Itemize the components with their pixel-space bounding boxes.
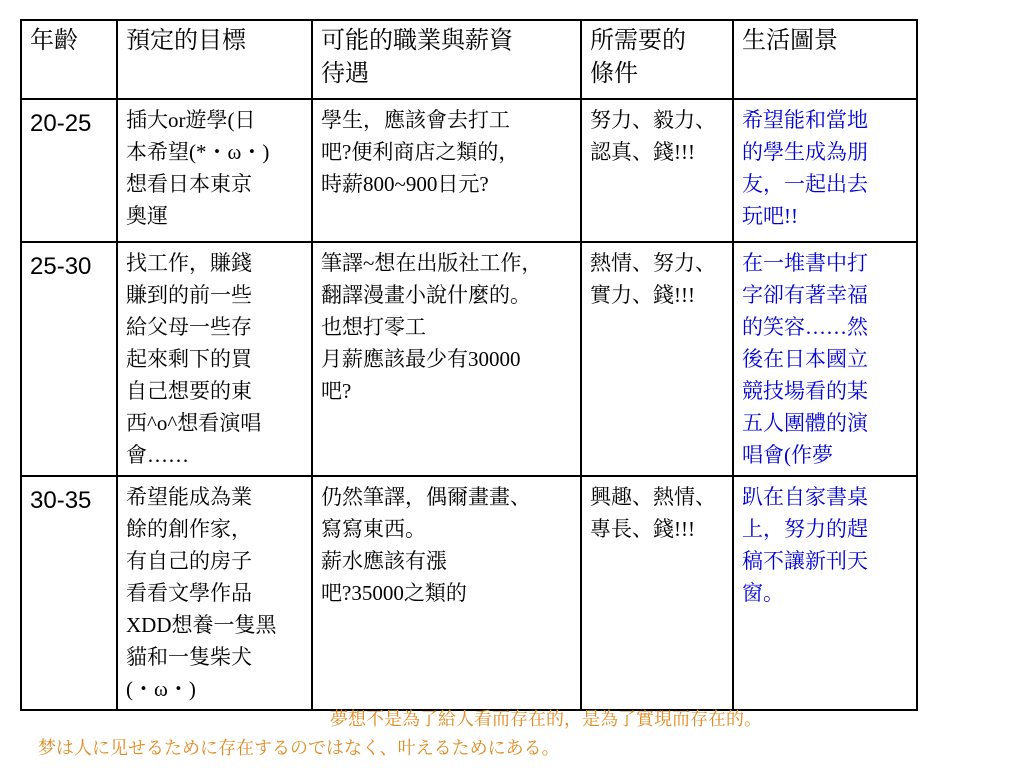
life-picture-cell: 趴在自家書桌 上，努力的趕 稿不讓新刊天 窗。 [733, 476, 917, 710]
table-header-row [21, 20, 917, 99]
header-job-salary: 可能的職業與薪資 待遇 [312, 20, 581, 99]
life-picture-cell: 在一堆書中打 字卻有著幸福 的笑容……然 後在日本國立 競技場看的某 五人團體的演 唱會(作夢 [733, 242, 917, 476]
job-cell: 仍然筆譯，偶爾畫畫、 寫寫東西。 薪水應該有漲 吧?35000之類的 [312, 476, 581, 710]
goal-cell: 找工作，賺錢 賺到的前一些 給父母一些存 起來剩下的買 自己想要的東 西^o^想看演唱 會…… [117, 242, 312, 476]
header-goal: 預定的目標 [117, 20, 312, 99]
age-cell: 20-25 [21, 99, 117, 242]
age-cell: 30-35 [21, 476, 117, 710]
requirements-cell: 熱情、努力、 實力、錢!!! [581, 242, 733, 476]
goal-cell: 插大or遊學(日 本希望(*・ω・) 想看日本東京 奧運 [117, 99, 312, 242]
job-cell: 筆譯~想在出版社工作， 翻譯漫畫小說什麼的。 也想打零工 月薪應該最少有30000 吧? [312, 242, 581, 476]
life-plan-table [20, 19, 918, 711]
job-cell: 學生，應該會去打工 吧?便利商店之類的， 時薪800~900日元? [312, 99, 581, 242]
table-row [21, 242, 917, 476]
dream-quote-chinese: 夢想不是為了給人看而存在的，是為了實現而存在的。 [330, 709, 762, 729]
age-cell: 25-30 [21, 242, 117, 476]
table-row [21, 476, 917, 710]
header-age: 年齡 [21, 20, 117, 99]
dream-quote-japanese: 梦は人に见せるために存在するのではなく、叶えるためにある。 [38, 738, 560, 758]
header-life-picture: 生活圖景 [733, 20, 917, 99]
goal-cell: 希望能成為業 餘的創作家， 有自己的房子 看看文學作品 XDD想養一隻黑 貓和一隻柴犬 (・ω・) [117, 476, 312, 710]
life-picture-cell: 希望能和當地 的學生成為朋 友，一起出去 玩吧!! [733, 99, 917, 242]
requirements-cell: 努力、毅力、 認真、錢!!! [581, 99, 733, 242]
header-requirements: 所需要的 條件 [581, 20, 733, 99]
requirements-cell: 興趣、熱情、 專長、錢!!! [581, 476, 733, 710]
table-row [21, 99, 917, 242]
